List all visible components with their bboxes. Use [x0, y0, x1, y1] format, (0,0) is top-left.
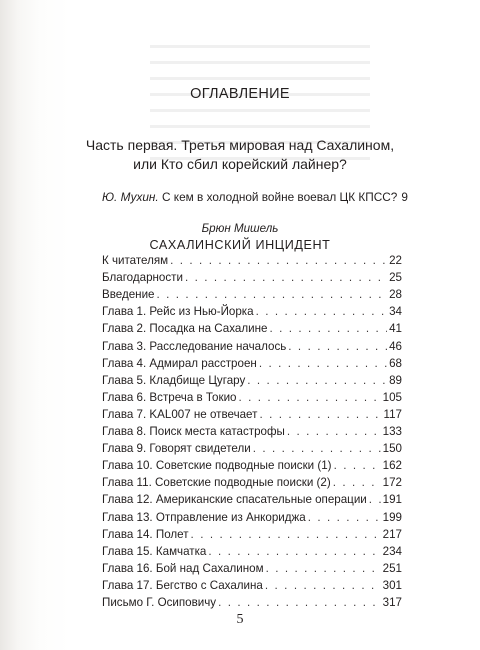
toc-entry-label: Благодарности [102, 271, 183, 285]
dot-leader [256, 305, 388, 318]
toc-entry[interactable] [102, 340, 402, 353]
toc-entry[interactable] [102, 596, 402, 609]
toc-entry-label: Глава 15. Камчатка [102, 544, 207, 558]
toc-entry[interactable] [102, 579, 402, 592]
toc-page-number: 162 [382, 459, 402, 473]
toc-page-number: 41 [389, 322, 402, 336]
toc-page-number: 46 [389, 339, 402, 353]
toc-entry-label: Письмо Г. Осиповичу [102, 596, 217, 609]
toc-entry[interactable] [102, 493, 402, 506]
book-author: Брюн Мишель [201, 222, 279, 235]
dot-leader [266, 562, 381, 575]
toc-entry[interactable] [102, 562, 402, 575]
toc-entry-label: Глава 2. Посадка на Сахалине [102, 322, 268, 336]
toc-page-number: 68 [389, 356, 402, 370]
toc-entry[interactable] [102, 511, 402, 524]
toc-page-number: 34 [389, 305, 402, 319]
dot-leader [259, 408, 381, 421]
toc-page-number: 25 [389, 271, 402, 285]
dot-leader [265, 579, 381, 592]
toc-page-number: 22 [389, 254, 402, 267]
toc-page-number: 9 [401, 190, 408, 204]
toc-entry-label: Глава 17. Бегство с Сахалина [102, 578, 263, 592]
dot-leader [288, 340, 387, 353]
toc-entry[interactable] [102, 305, 402, 318]
dot-leader [157, 288, 388, 301]
dot-leader [218, 596, 381, 609]
toc-page-number: 172 [382, 476, 402, 490]
toc-entry-label [102, 190, 397, 204]
toc-entry-label: Глава 16. Бой над Сахалином [102, 561, 264, 575]
toc-entry[interactable] [102, 528, 402, 541]
page-number: 5 [236, 612, 244, 627]
toc-entry[interactable] [102, 408, 402, 421]
toc-page-number: 317 [382, 596, 402, 609]
toc-entry[interactable] [102, 391, 402, 404]
toc-page-number: 199 [382, 510, 402, 524]
toc-entry[interactable] [102, 254, 402, 267]
toc-page-number: 105 [382, 390, 402, 404]
dot-leader [191, 528, 381, 541]
toc-entry-label: Глава 9. Говорят свидетели [102, 442, 251, 456]
dot-leader [334, 459, 381, 472]
dot-leader [170, 254, 387, 267]
intro-author: Ю. Мухин. [102, 190, 159, 204]
dot-leader [259, 357, 387, 370]
dot-leader [247, 374, 387, 387]
part-title-line-1: Часть первая. Третья мировая над Сахалином, [85, 137, 395, 153]
toc-page-number: 217 [382, 527, 402, 541]
dot-leader [253, 442, 381, 455]
toc-heading: ОГЛАВЛЕНИЕ [190, 86, 290, 102]
toc-page-number: 251 [382, 561, 402, 575]
toc-entry-label: Глава 5. Кладбище Цугару [102, 373, 246, 387]
toc-entry-label: Глава 12. Американские спасательные операции [102, 493, 367, 507]
toc-page-number: 191 [382, 493, 402, 507]
toc-entry-label: Глава 6. Встреча в Токио [102, 390, 237, 404]
toc-entry-intro[interactable] [102, 190, 406, 204]
intro-title: С кем в холодной войне воевал ЦК КПСС? [162, 190, 398, 204]
toc-entry[interactable] [102, 442, 402, 455]
toc-entry-label: Глава 3. Расследование началось [102, 339, 287, 353]
toc-entry-label: Глава 14. Полет [102, 527, 189, 541]
toc-entry-label: Глава 1. Рейс из Нью-Йорка [102, 305, 254, 319]
toc-entry-label: Глава 8. Поиск места катастрофы [102, 425, 285, 438]
toc-page-number: 234 [382, 544, 402, 558]
book-title: САХАЛИНСКИЙ ИНЦИДЕНТ [149, 238, 331, 252]
toc-page-number: 89 [389, 373, 402, 387]
toc-entry[interactable] [102, 288, 402, 301]
part-title [60, 136, 420, 174]
toc-entry[interactable] [102, 476, 402, 489]
dot-leader [287, 425, 381, 438]
toc-entry-label: К читателям [102, 254, 169, 267]
toc-entry-label: Глава 7. KAL007 не отвечает [102, 407, 258, 421]
toc-page-number: 28 [389, 288, 402, 302]
toc-page-number: 117 [383, 407, 402, 421]
toc-entry[interactable] [102, 271, 402, 284]
toc-entry[interactable] [102, 374, 402, 387]
toc-page-number: 133 [382, 425, 402, 438]
toc-entry[interactable] [102, 459, 402, 472]
dot-leader [185, 271, 387, 284]
dot-leader [369, 493, 381, 506]
toc-entry[interactable] [102, 425, 402, 438]
dot-leader [239, 391, 381, 404]
toc-entry-label: Глава 4. Адмирал расстроен [102, 356, 257, 370]
toc-entry[interactable] [102, 357, 402, 370]
part-title-line-2: или Кто сбил корейский лайнер? [133, 156, 347, 172]
toc-entry-label: Глава 10. Советские подводные поиски (1) [102, 459, 332, 473]
toc-page-number: 301 [382, 578, 402, 592]
toc-entry[interactable] [102, 322, 402, 335]
toc-entry[interactable] [102, 545, 402, 558]
toc-entry-label: Введение [102, 288, 155, 302]
toc-page-number: 150 [382, 442, 402, 456]
toc-entry-label: Глава 11. Советские подводные поиски (2) [102, 476, 331, 490]
dot-leader [269, 322, 387, 335]
toc-entry-label: Глава 13. Отправление из Анкориджа [102, 510, 306, 524]
dot-leader [208, 545, 380, 558]
dot-leader [333, 476, 381, 489]
dot-leader [308, 511, 381, 524]
